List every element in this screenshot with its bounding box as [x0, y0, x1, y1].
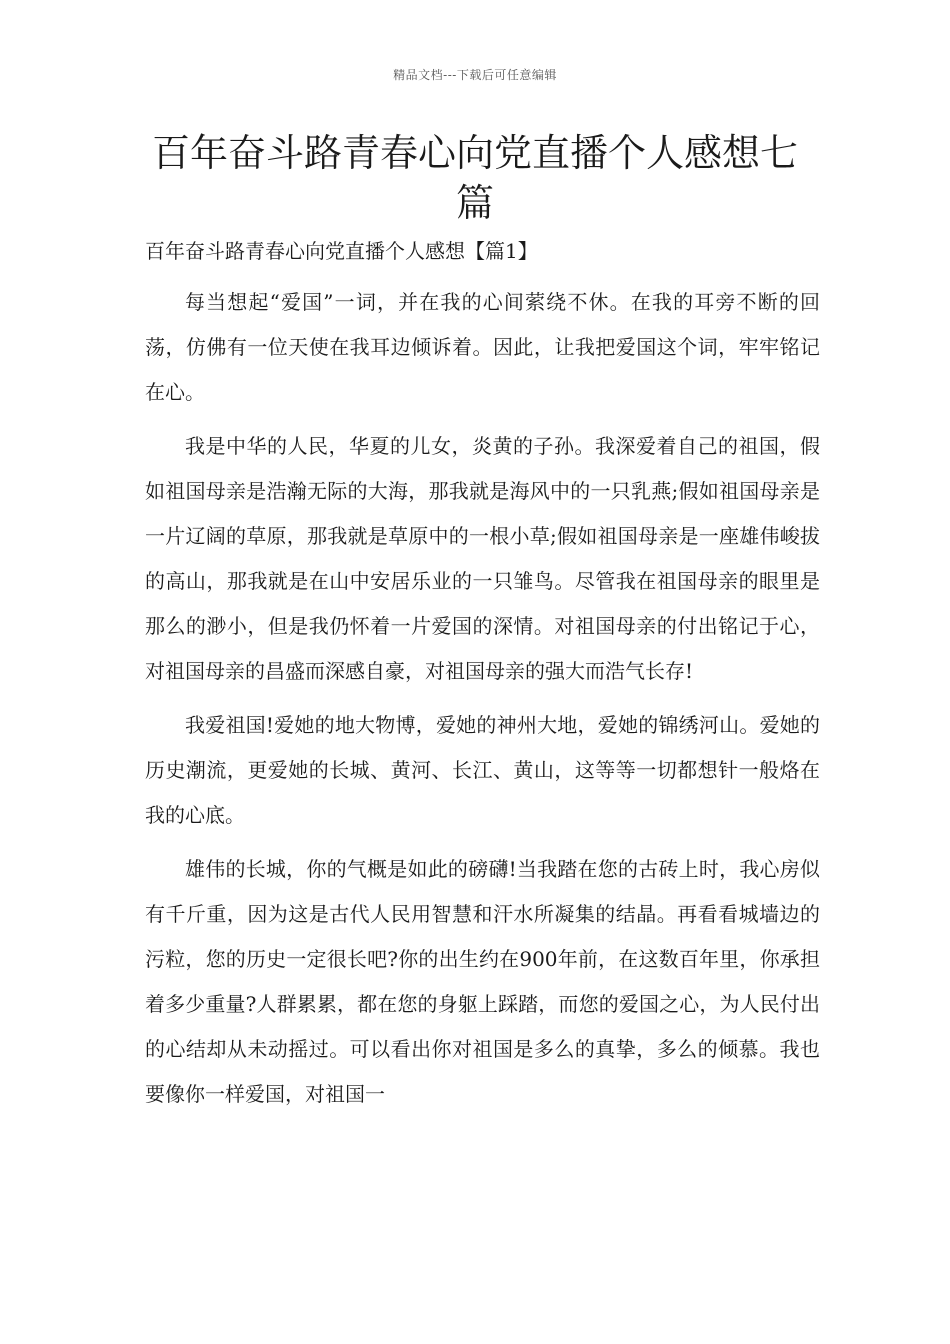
paragraph: 我是中华的人民，华夏的儿女，炎黄的子孙。我深爱着自己的祖国，假如祖国母亲是浩瀚无际的大海，那我就是海风中的一只乳燕;假如祖国母亲是一片辽阔的草原，那我就是草原中的一根小草;假如祖国母亲是一座雄伟峻拔的高山，那我就是在山中安居乐业的一只雏鸟。尽管我在祖国母亲的眼里是那么的渺小，但是我仍怀着一片爱国的深情。对祖国母亲的付出铭记于心，对祖国母亲的昌盛而深感自豪，对祖国母亲的强大而浩气长存! [145, 434, 820, 683]
body-text [145, 280, 820, 1126]
header-note: 精品文档---下载后可任意编辑 [393, 68, 557, 82]
paragraph: 每当想起“爱国”一词，并在我的心间萦绕不休。在我的耳旁不断的回荡，仿佛有一位天使在我耳边倾诉着。因此，让我把爱国这个词，牢牢铭记在心。 [145, 290, 820, 404]
section-subtitle: 百年奋斗路青春心向党直播个人感想【篇1】 [145, 239, 538, 263]
paragraph: 我爱祖国!爱她的地大物博，爱她的神州大地，爱她的锦绣河山。爱她的历史潮流，更爱她的长城、黄河、长江、黄山，这等等一切都想针一般烙在我的心底。 [145, 713, 820, 827]
document-title: 百年奋斗路青春心向党直播个人感想七篇 [151, 131, 798, 225]
paragraph: 雄伟的长城，你的气概是如此的磅礴!当我踏在您的古砖上时，我心房似有千斤重，因为这是古代人民用智慧和汗水所凝集的结晶。再看看城墙边的污粒，您的历史一定很长吧?你的出生约在900年前，在这数百年里，你承担着多少重量?人群累累，都在您的身躯上踩踏，而您的爱国之心，为人民付出的心结却从未动摇过。可以看出你对祖国是多么的真挚，多么的倾慕。我也要像你一样爱国，对祖国一 [145, 857, 820, 1106]
